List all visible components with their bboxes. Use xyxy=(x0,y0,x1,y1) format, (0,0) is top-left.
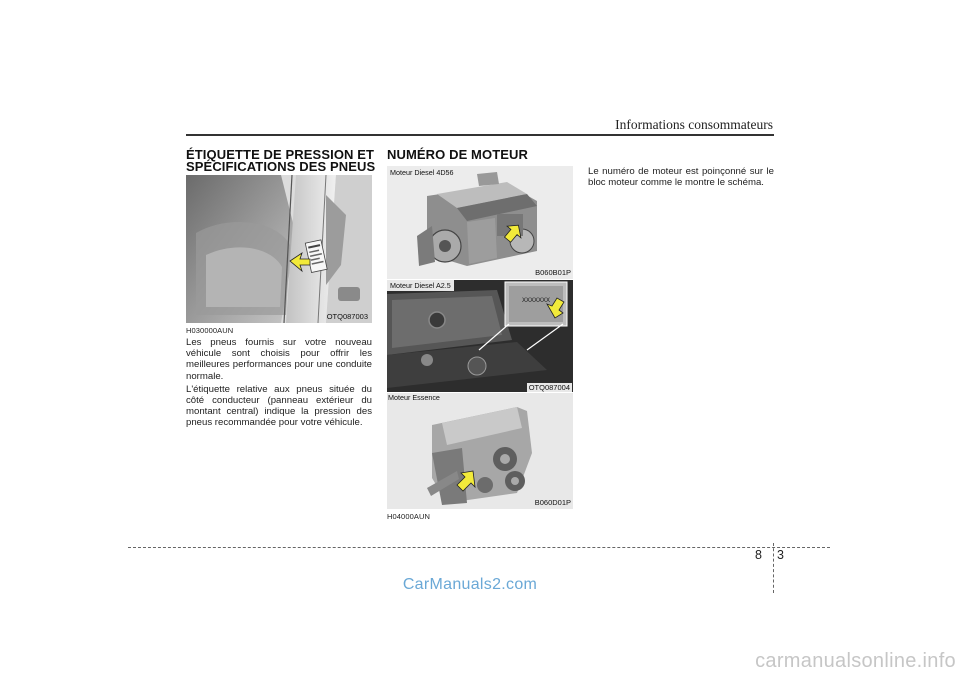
engine-section-code: H04000AUN xyxy=(387,512,431,521)
page-number-divider xyxy=(773,543,774,593)
watermark-carmanualsonline: carmanualsonline.info xyxy=(755,650,956,672)
engine-essence-caption: B060D01P xyxy=(534,498,571,507)
tire-label-figure xyxy=(186,175,372,323)
tire-figure-caption: OTQ087003 xyxy=(326,312,368,321)
header-rule xyxy=(186,134,774,136)
header-title: Informations consommateurs xyxy=(615,117,773,132)
tire-paragraph-1: Les pneus fournis sur votre nouveau véhicule sont choisis pour offrir les meilleures performances pour une conduite normale. xyxy=(186,337,372,382)
engine-essence-figure xyxy=(387,393,573,509)
engine-a25-caption: OTQ087004 xyxy=(528,383,570,392)
engine-a25-label: Moteur Diesel A2.5 xyxy=(387,280,454,291)
engine-number-heading: NUMÉRO DE MOTEUR xyxy=(387,147,528,162)
tire-heading-line2: SPÉCIFICATIONS DES PNEUS xyxy=(186,159,376,174)
engine-4d56-figure xyxy=(387,166,573,279)
chapter-number: 8 xyxy=(755,548,762,562)
engine-4d56-label: Moteur Diesel 4D56 xyxy=(390,168,454,177)
tire-section-text xyxy=(186,337,372,431)
footer-dashed-rule xyxy=(128,547,830,548)
engine-a25-figure xyxy=(387,280,573,392)
tire-paragraph-2: L'étiquette relative aux pneus située du côté conducteur (panneau extérieur du montant central) indique la pression des pneus recommandée pour votre véhicule. xyxy=(186,383,372,429)
diesel-4d56-engine-illustration xyxy=(387,166,573,279)
engine-essence-label: Moteur Essence xyxy=(388,393,440,402)
door-pillar-illustration xyxy=(186,175,372,323)
engine-a25-stamp: XXXXXXX xyxy=(522,298,551,304)
petrol-engine-illustration xyxy=(387,393,573,509)
page-number: 3 xyxy=(777,548,784,562)
tire-section-heading xyxy=(186,149,386,173)
diesel-a25-engine-photo xyxy=(387,280,573,392)
tire-section-code: H030000AUN xyxy=(186,326,234,335)
engine-number-text: Le numéro de moteur est poinçonné sur le bloc moteur comme le montre le schéma. xyxy=(588,166,774,189)
engine-4d56-caption: B060B01P xyxy=(535,268,571,277)
watermark-carmanuals2[interactable]: CarManuals2.com xyxy=(402,576,538,593)
tire-heading-line1: ÉTIQUETTE DE PRESSION ET xyxy=(186,147,375,162)
